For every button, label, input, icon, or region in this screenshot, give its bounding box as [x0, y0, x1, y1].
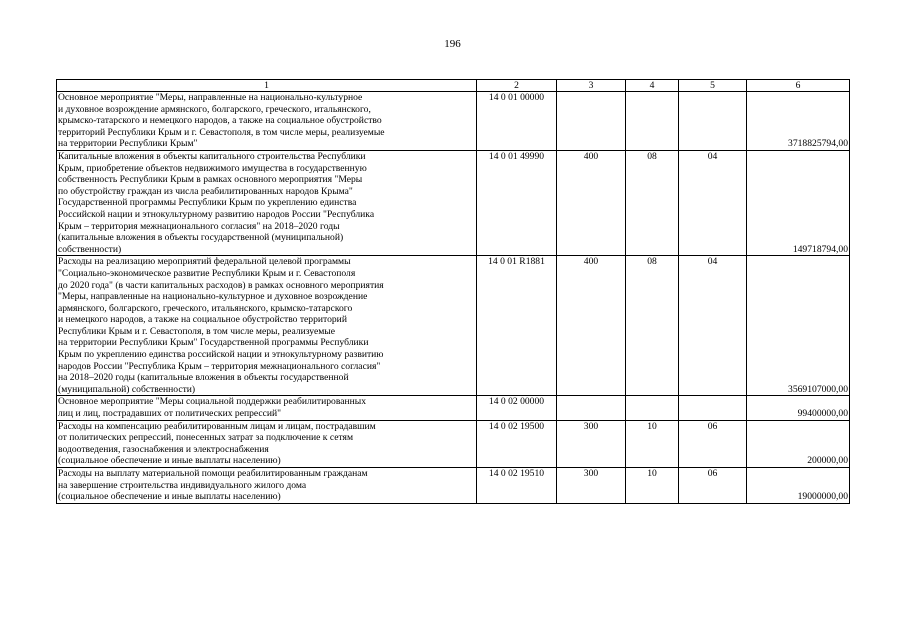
- amount-value: 149718794,00: [747, 150, 850, 255]
- amount-value: 3718825794,00: [747, 92, 850, 151]
- expense-name-line: Основное мероприятие "Меры, направленные на национально-культурное: [58, 92, 363, 103]
- expense-name-line: (муниципальной) собственности): [58, 383, 196, 395]
- expense-name-line: и духовное возрождение армянского, болгарского, греческого, итальянского,: [58, 103, 371, 115]
- expense-name: [57, 468, 477, 504]
- amount-value: 19000000,00: [747, 468, 850, 504]
- section-code: 10: [626, 468, 679, 504]
- expense-name-line: (социальное обеспечение и иные выплаты населению): [58, 491, 281, 503]
- expense-name-line: собственность Республики Крым в рамках основного мероприятия "Меры: [58, 174, 363, 186]
- expense-name-line: лиц и лиц, пострадавших от политических репрессий": [58, 408, 282, 420]
- expense-name-line: Российской нации и этнокультурному развитию народов России "Республика: [58, 208, 375, 220]
- target-article-code: 14 0 02 00000: [477, 396, 557, 420]
- expense-name-line: Расходы на компенсацию реабилитированным лицам и лицам, пострадавшим: [58, 420, 376, 432]
- subsection-code: [679, 92, 747, 151]
- table-row: [57, 420, 850, 467]
- expense-name-line: крымско-татарского и немецкого народов, а также на социальное обустройство: [58, 115, 382, 127]
- table-row: [57, 256, 850, 396]
- expense-type-code: [557, 396, 626, 420]
- target-article-code: 14 0 02 19500: [477, 420, 557, 467]
- expense-name-line: Расходы на выплату материальной помощи реабилитированным гражданам: [58, 468, 368, 479]
- section-code: [626, 396, 679, 420]
- expense-name: [57, 92, 477, 151]
- table-row: [57, 468, 850, 504]
- target-article-code: 14 0 01 49990: [477, 150, 557, 255]
- expense-name-line: и немецкого народов, а также на социальное обустройство территорий: [58, 314, 347, 326]
- expense-name-line: народов России "Республика Крым – территория межнационального согласия": [58, 360, 381, 372]
- expense-name-line: Крым по укреплению единства российской нации и этнокультурному развитию: [58, 349, 384, 361]
- section-code: 08: [626, 256, 679, 396]
- expense-name-line: Капитальные вложения в объекты капитального строительства Республики: [58, 150, 366, 162]
- target-article-code: 14 0 01 00000: [477, 92, 557, 151]
- budget-table: [56, 79, 850, 504]
- expense-name-line: до 2020 года" (в части капитальных расходов) в рамках основного мероприятия: [58, 279, 384, 291]
- expense-name-line: собственности): [58, 243, 122, 255]
- amount-value: 3569107000,00: [747, 256, 850, 396]
- expense-name-line: Государственной программы Республики Крым по укреплению единства: [58, 197, 357, 209]
- amount-value: 200000,00: [747, 420, 850, 467]
- expense-name-line: "Меры, направленные на национально-культурное и духовное возрождение: [58, 291, 368, 303]
- expense-name: [57, 256, 477, 396]
- column-header: 2: [477, 80, 557, 92]
- expense-name-line: (социальное обеспечение и иные выплаты населению): [58, 455, 281, 467]
- target-article-code: 14 0 02 19510: [477, 468, 557, 504]
- expense-name-line: на территории Республики Крым" Государственной программы Республики: [58, 337, 369, 349]
- subsection-code: 06: [679, 468, 747, 504]
- table-row: [57, 150, 850, 255]
- expense-name-line: по обустройству граждан из числа реабилитированных народов Крыма": [58, 185, 353, 197]
- expense-name-line: Крым – территория межнационального согласия" на 2018–2020 годы: [58, 220, 340, 232]
- expense-name-line: на завершение строительства индивидуального жилого дома: [58, 479, 307, 491]
- subsection-code: 04: [679, 256, 747, 396]
- expense-type-code: 400: [557, 256, 626, 396]
- expense-name-line: на территории Республики Крым": [58, 138, 198, 150]
- section-code: [626, 92, 679, 151]
- column-header: 1: [57, 80, 477, 92]
- expense-name-line: Основное мероприятие "Меры социальной поддержки реабилитированных: [58, 396, 367, 408]
- expense-name: [57, 420, 477, 467]
- table-row: [57, 396, 850, 420]
- expense-name-line: Республики Крым и г. Севастополя, в том числе меры, реализуемые: [58, 325, 336, 337]
- table-body: [57, 92, 850, 504]
- expense-name: [57, 396, 477, 420]
- column-header: 3: [557, 80, 626, 92]
- subsection-code: 04: [679, 150, 747, 255]
- expense-name-line: Расходы на реализацию мероприятий федеральной целевой программы: [58, 256, 351, 268]
- target-article-code: 14 0 01 R1881: [477, 256, 557, 396]
- expense-name: [57, 150, 477, 255]
- table-row: [57, 92, 850, 151]
- expense-type-code: 300: [557, 420, 626, 467]
- expense-type-code: [557, 92, 626, 151]
- expense-name-line: водоотведения, газоснабжения и электроснабжения: [58, 443, 269, 455]
- subsection-code: 06: [679, 420, 747, 467]
- expense-type-code: 300: [557, 468, 626, 504]
- page-number: 196: [444, 38, 461, 50]
- expense-name-line: (капитальные вложения в объекты государственной (муниципальной): [58, 232, 344, 244]
- column-header: 4: [626, 80, 679, 92]
- expense-type-code: 400: [557, 150, 626, 255]
- expense-name-line: на 2018–2020 годы (капитальные вложения в объекты государственной: [58, 372, 349, 384]
- expense-name-line: армянского, болгарского, греческого, итальянского, крымско-татарского: [58, 302, 353, 314]
- column-header: 6: [747, 80, 850, 92]
- subsection-code: [679, 396, 747, 420]
- section-code: 08: [626, 150, 679, 255]
- column-header: 5: [679, 80, 747, 92]
- section-code: 10: [626, 420, 679, 467]
- expense-name-line: территорий Республики Крым и г. Севастополя, в том числе меры, реализуемые: [58, 126, 385, 138]
- expense-name-line: Крым, приобретение объектов недвижимого имущества в государственную: [58, 162, 367, 174]
- expense-name-line: "Социально-экономическое развитие Республики Крым и г. Севастополя: [58, 267, 356, 279]
- amount-value: 99400000,00: [747, 396, 850, 420]
- expense-name-line: от политических репрессий, понесенных затрат за подключение к сетям: [58, 432, 354, 444]
- column-number-row: [57, 80, 850, 92]
